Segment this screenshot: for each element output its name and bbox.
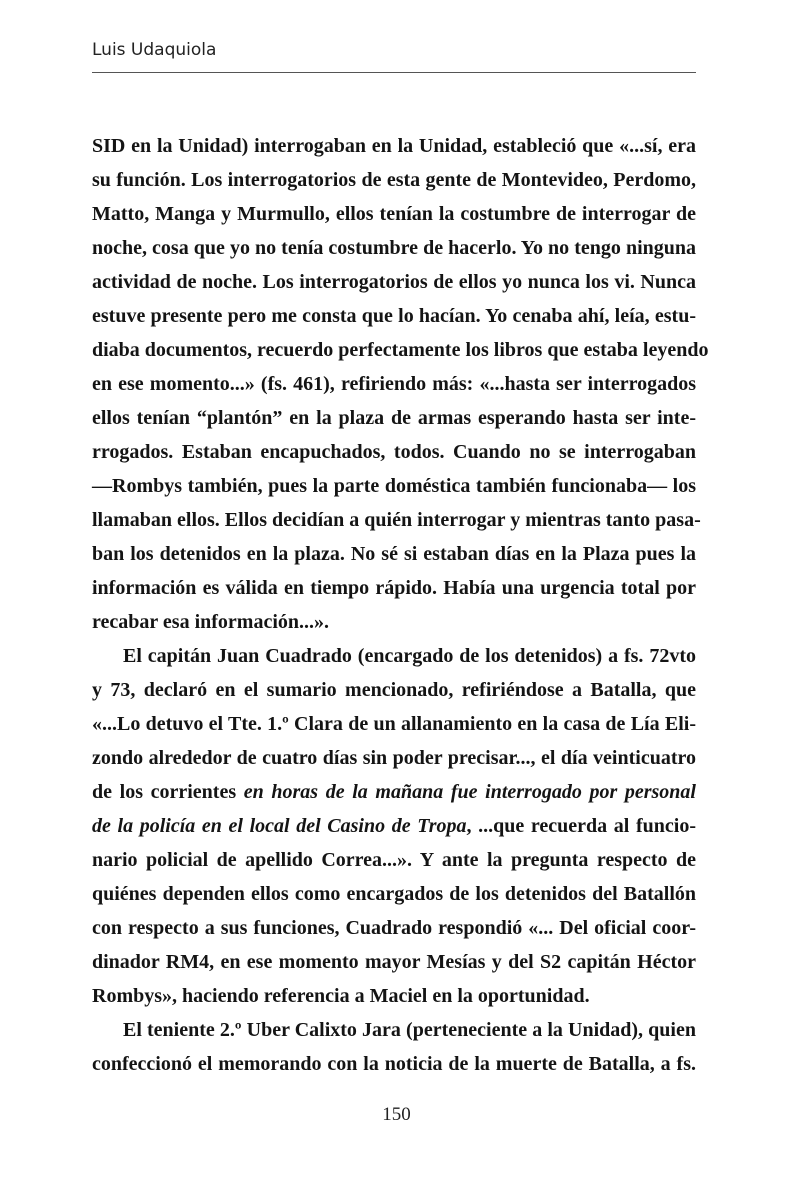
text-line: —Rombys también, pues la parte doméstica también funcionaba— los [92, 475, 696, 497]
text-line: su función. Los interrogatorios de esta gente de Montevideo, Perdomo, [92, 169, 696, 191]
italic-quote: en horas de la mañana fue interrogado por personal [243, 781, 696, 803]
italic-quote: de la policía en el local del Casino de Tropa [92, 815, 467, 837]
text-line: noche, cosa que yo no tenía costumbre de hacerlo. Yo no tengo ninguna [92, 237, 696, 259]
text-line: llamaban ellos. Ellos decidían a quién interrogar y mientras tanto pasa- [92, 509, 701, 531]
body-text [92, 129, 709, 1081]
text-line: y 73, declaró en el sumario mencionado, refiriéndose a Batalla, que [92, 679, 696, 701]
text-line: ellos tenían “plantón” en la plaza de armas esperando hasta ser inte- [92, 407, 696, 429]
text-line [92, 809, 696, 843]
text-line: ban los detenidos en la plaza. No sé si estaban días en la Plaza pues la [92, 543, 696, 565]
text-line: El teniente 2.º Uber Calixto Jara (perteneciente a la Unidad), quien [123, 1019, 696, 1041]
text-line: actividad de noche. Los interrogatorios de ellos yo nunca los vi. Nunca [92, 271, 696, 293]
text-line: en ese momento...» (fs. 461), refiriendo más: «...hasta ser interrogados [92, 373, 696, 395]
text-line: quiénes dependen ellos como encargados de los detenidos del Batallón [92, 883, 696, 905]
page-number: 150 [382, 1104, 411, 1125]
text-line: diaba documentos, recuerdo perfectamente los libros que estaba leyendo [92, 339, 709, 361]
text-line: SID en la Unidad) interrogaban en la Unidad, estableció que «...sí, era [92, 135, 696, 157]
text-line: nario policial de apellido Correa...». Y ante la pregunta respecto de [92, 849, 696, 871]
text-line: Matto, Manga y Murmullo, ellos tenían la costumbre de interrogar de [92, 203, 696, 225]
text-line: zondo alrededor de cuatro días sin poder precisar..., el día veinticuatro [92, 747, 696, 769]
text-run: de los corrientes [92, 781, 244, 803]
text-line: con respecto a sus funciones, Cuadrado respondió «... Del oficial coor- [92, 917, 696, 939]
text-line: Rombys», haciendo referencia a Maciel en la oportunidad. [92, 985, 590, 1007]
text-line: rrogados. Estaban encapuchados, todos. Cuando no se interrogaban [92, 441, 696, 463]
text-line: estuve presente pero me consta que lo hacían. Yo cenaba ahí, leía, estu- [92, 305, 696, 327]
text-line: información es válida en tiempo rápido. Había una urgencia total por [92, 577, 696, 599]
text-line: confeccionó el memorando con la noticia de la muerte de Batalla, a fs. [92, 1053, 696, 1075]
text-line: «...Lo detuvo el Tte. 1.º Clara de un allanamiento en la casa de Lía Eli- [92, 713, 696, 735]
running-head-author: Luis Udaquiola [92, 40, 217, 60]
text-line: recabar esa información...». [92, 611, 330, 633]
text-line [92, 775, 696, 809]
text-line: dinador RM4, en ese momento mayor Mesías y del S2 capitán Héctor [92, 951, 696, 973]
text-run: , ...que recuerda al funcio- [466, 815, 696, 837]
text-line: El capitán Juan Cuadrado (encargado de los detenidos) a fs. 72vto [123, 645, 696, 667]
header-rule [92, 72, 696, 73]
